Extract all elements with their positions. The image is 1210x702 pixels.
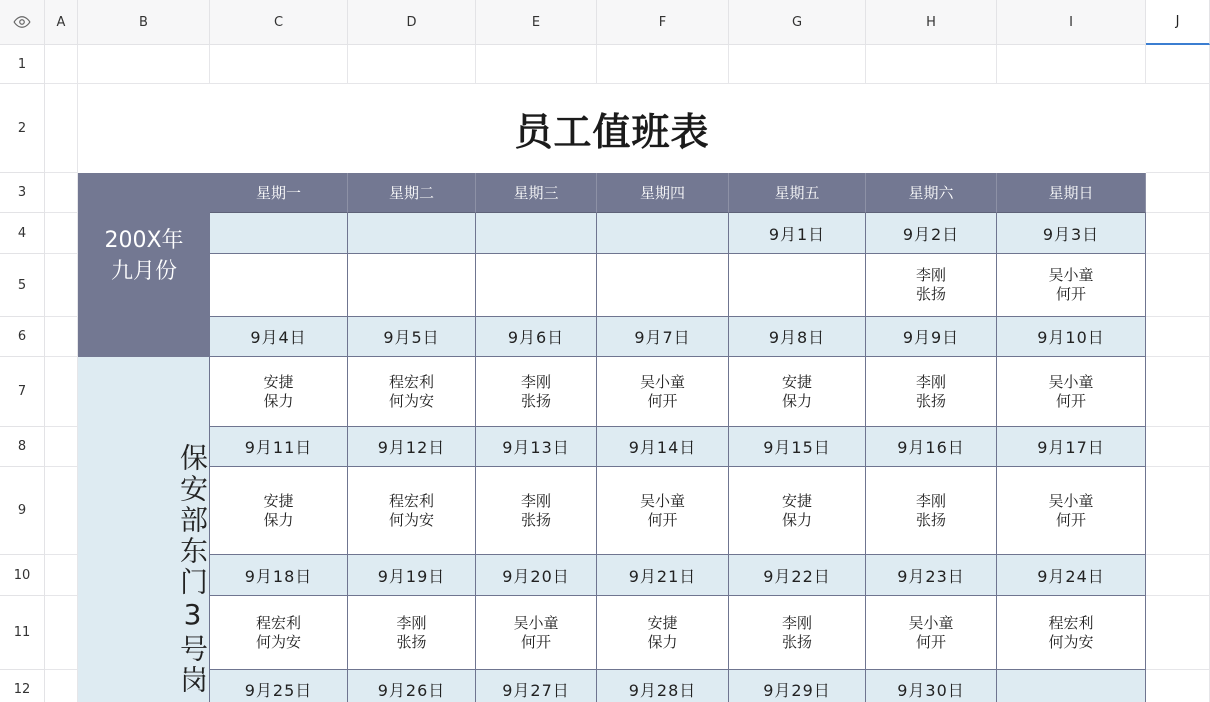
staff-cell[interactable]: 程宏利 何为安 — [997, 596, 1146, 670]
staff-cell[interactable]: 李刚 张扬 — [476, 467, 597, 555]
staff-cell[interactable] — [597, 254, 729, 317]
date-cell[interactable]: 9月5日 — [348, 317, 476, 357]
sheet-cell[interactable] — [45, 670, 78, 702]
date-cell[interactable]: 9月20日 — [476, 555, 597, 596]
sheet-cell[interactable] — [1146, 467, 1210, 555]
column-header-f[interactable]: F — [597, 0, 729, 45]
column-header-h[interactable]: H — [866, 0, 997, 45]
staff-cell[interactable]: 安捷 保力 — [729, 357, 866, 427]
row-header-3[interactable]: 3 — [0, 173, 45, 213]
staff-cell[interactable]: 安捷 保力 — [729, 467, 866, 555]
row-header-1[interactable]: 1 — [0, 45, 45, 84]
staff-cell[interactable]: 吴小童 何开 — [997, 467, 1146, 555]
staff-cell[interactable] — [476, 254, 597, 317]
sheet-cell[interactable] — [1146, 173, 1210, 213]
date-cell[interactable]: 9月18日 — [210, 555, 348, 596]
date-cell[interactable]: 9月28日 — [597, 670, 729, 702]
sheet-cell[interactable] — [45, 254, 78, 317]
date-cell[interactable]: 9月12日 — [348, 427, 476, 467]
sheet-cell[interactable] — [1146, 427, 1210, 467]
sheet-cell[interactable] — [45, 317, 78, 357]
weekday-header[interactable]: 星期六 — [866, 173, 997, 213]
staff-cell[interactable]: 李刚 张扬 — [476, 357, 597, 427]
date-cell[interactable] — [597, 213, 729, 254]
row-header-7[interactable]: 7 — [0, 357, 45, 427]
weekday-header[interactable]: 星期日 — [997, 173, 1146, 213]
date-cell[interactable]: 9月25日 — [210, 670, 348, 702]
sheet-cell[interactable] — [1146, 45, 1210, 84]
date-cell[interactable]: 9月30日 — [866, 670, 997, 702]
sheet-cell[interactable] — [997, 45, 1146, 84]
date-cell[interactable]: 9月8日 — [729, 317, 866, 357]
date-cell[interactable] — [997, 670, 1146, 702]
row-header-10[interactable]: 10 — [0, 555, 45, 596]
sheet-cell[interactable] — [45, 84, 78, 173]
sheet-cell[interactable] — [45, 45, 78, 84]
date-cell[interactable]: 9月21日 — [597, 555, 729, 596]
date-cell[interactable]: 9月9日 — [866, 317, 997, 357]
staff-cell[interactable]: 安捷 保力 — [210, 357, 348, 427]
sheet-cell[interactable] — [78, 45, 210, 84]
sheet-title[interactable]: 员工值班表 — [78, 84, 1146, 173]
column-header-c[interactable]: C — [210, 0, 348, 45]
staff-cell[interactable]: 安捷 保力 — [597, 596, 729, 670]
row-header-6[interactable]: 6 — [0, 317, 45, 357]
staff-cell[interactable] — [729, 254, 866, 317]
staff-cell[interactable]: 李刚 张扬 — [866, 357, 997, 427]
date-cell[interactable]: 9月17日 — [997, 427, 1146, 467]
department-label[interactable]: 保安部东门3号岗 — [78, 357, 210, 702]
sheet-cell[interactable] — [866, 45, 997, 84]
date-cell[interactable]: 9月23日 — [866, 555, 997, 596]
staff-cell[interactable]: 吴小童 何开 — [597, 467, 729, 555]
eye-icon[interactable] — [0, 0, 45, 45]
staff-cell[interactable]: 吴小童 何开 — [997, 357, 1146, 427]
staff-cell[interactable]: 吴小童 何开 — [866, 596, 997, 670]
sheet-cell[interactable] — [1146, 596, 1210, 670]
column-header-g[interactable]: G — [729, 0, 866, 45]
sheet-cell[interactable] — [45, 213, 78, 254]
date-cell[interactable]: 9月6日 — [476, 317, 597, 357]
sheet-cell[interactable] — [210, 45, 348, 84]
date-cell[interactable]: 9月13日 — [476, 427, 597, 467]
date-cell[interactable]: 9月7日 — [597, 317, 729, 357]
sheet-cell[interactable] — [348, 45, 476, 84]
date-cell[interactable]: 9月26日 — [348, 670, 476, 702]
staff-cell[interactable]: 程宏利 何为安 — [210, 596, 348, 670]
row-header-2[interactable]: 2 — [0, 84, 45, 173]
staff-cell[interactable]: 安捷 保力 — [210, 467, 348, 555]
column-header-e[interactable]: E — [476, 0, 597, 45]
column-header-a[interactable]: A — [45, 0, 78, 45]
date-cell[interactable]: 9月11日 — [210, 427, 348, 467]
date-cell[interactable]: 9月15日 — [729, 427, 866, 467]
date-cell[interactable] — [476, 213, 597, 254]
row-header-12[interactable]: 12 — [0, 670, 45, 702]
date-cell[interactable] — [348, 213, 476, 254]
sheet-cell[interactable] — [1146, 84, 1210, 173]
date-cell[interactable]: 9月22日 — [729, 555, 866, 596]
sheet-cell[interactable] — [1146, 555, 1210, 596]
staff-cell[interactable] — [348, 254, 476, 317]
date-cell[interactable]: 9月24日 — [997, 555, 1146, 596]
date-cell[interactable]: 9月3日 — [997, 213, 1146, 254]
staff-cell[interactable]: 吴小童 何开 — [597, 357, 729, 427]
date-cell[interactable]: 9月16日 — [866, 427, 997, 467]
weekday-header[interactable]: 星期三 — [476, 173, 597, 213]
date-cell[interactable] — [210, 213, 348, 254]
sheet-cell[interactable] — [45, 596, 78, 670]
sheet-cell[interactable] — [45, 427, 78, 467]
date-cell[interactable]: 9月1日 — [729, 213, 866, 254]
staff-cell[interactable]: 吴小童 何开 — [997, 254, 1146, 317]
row-header-9[interactable]: 9 — [0, 467, 45, 555]
sheet-cell[interactable] — [476, 45, 597, 84]
row-header-5[interactable]: 5 — [0, 254, 45, 317]
sheet-cell[interactable] — [1146, 317, 1210, 357]
weekday-header[interactable]: 星期二 — [348, 173, 476, 213]
sheet-cell[interactable] — [45, 173, 78, 213]
row-header-11[interactable]: 11 — [0, 596, 45, 670]
date-cell[interactable]: 9月2日 — [866, 213, 997, 254]
sheet-cell[interactable] — [45, 357, 78, 427]
staff-cell[interactable]: 李刚 张扬 — [729, 596, 866, 670]
sheet-cell[interactable] — [1146, 254, 1210, 317]
sheet-cell[interactable] — [45, 467, 78, 555]
date-cell[interactable]: 9月10日 — [997, 317, 1146, 357]
staff-cell[interactable]: 李刚 张扬 — [348, 596, 476, 670]
sheet-cell[interactable] — [45, 555, 78, 596]
month-label[interactable]: 200X年 九月份 — [78, 173, 210, 357]
column-header-i[interactable]: I — [997, 0, 1146, 45]
row-header-8[interactable]: 8 — [0, 427, 45, 467]
date-cell[interactable]: 9月29日 — [729, 670, 866, 702]
sheet-cell[interactable] — [729, 45, 866, 84]
staff-cell[interactable]: 李刚 张扬 — [866, 254, 997, 317]
weekday-header[interactable]: 星期五 — [729, 173, 866, 213]
row-header-4[interactable]: 4 — [0, 213, 45, 254]
staff-cell[interactable]: 吴小童 何开 — [476, 596, 597, 670]
staff-cell[interactable]: 程宏利 何为安 — [348, 467, 476, 555]
column-header-b[interactable]: B — [78, 0, 210, 45]
weekday-header[interactable]: 星期四 — [597, 173, 729, 213]
sheet-cell[interactable] — [1146, 670, 1210, 702]
column-header-j[interactable]: J — [1146, 0, 1210, 45]
staff-cell[interactable] — [210, 254, 348, 317]
weekday-header[interactable]: 星期一 — [210, 173, 348, 213]
sheet-cell[interactable] — [1146, 213, 1210, 254]
sheet-cell[interactable] — [597, 45, 729, 84]
date-cell[interactable]: 9月14日 — [597, 427, 729, 467]
date-cell[interactable]: 9月19日 — [348, 555, 476, 596]
staff-cell[interactable]: 李刚 张扬 — [866, 467, 997, 555]
column-header-d[interactable]: D — [348, 0, 476, 45]
date-cell[interactable]: 9月27日 — [476, 670, 597, 702]
date-cell[interactable]: 9月4日 — [210, 317, 348, 357]
staff-cell[interactable]: 程宏利 何为安 — [348, 357, 476, 427]
sheet-cell[interactable] — [1146, 357, 1210, 427]
